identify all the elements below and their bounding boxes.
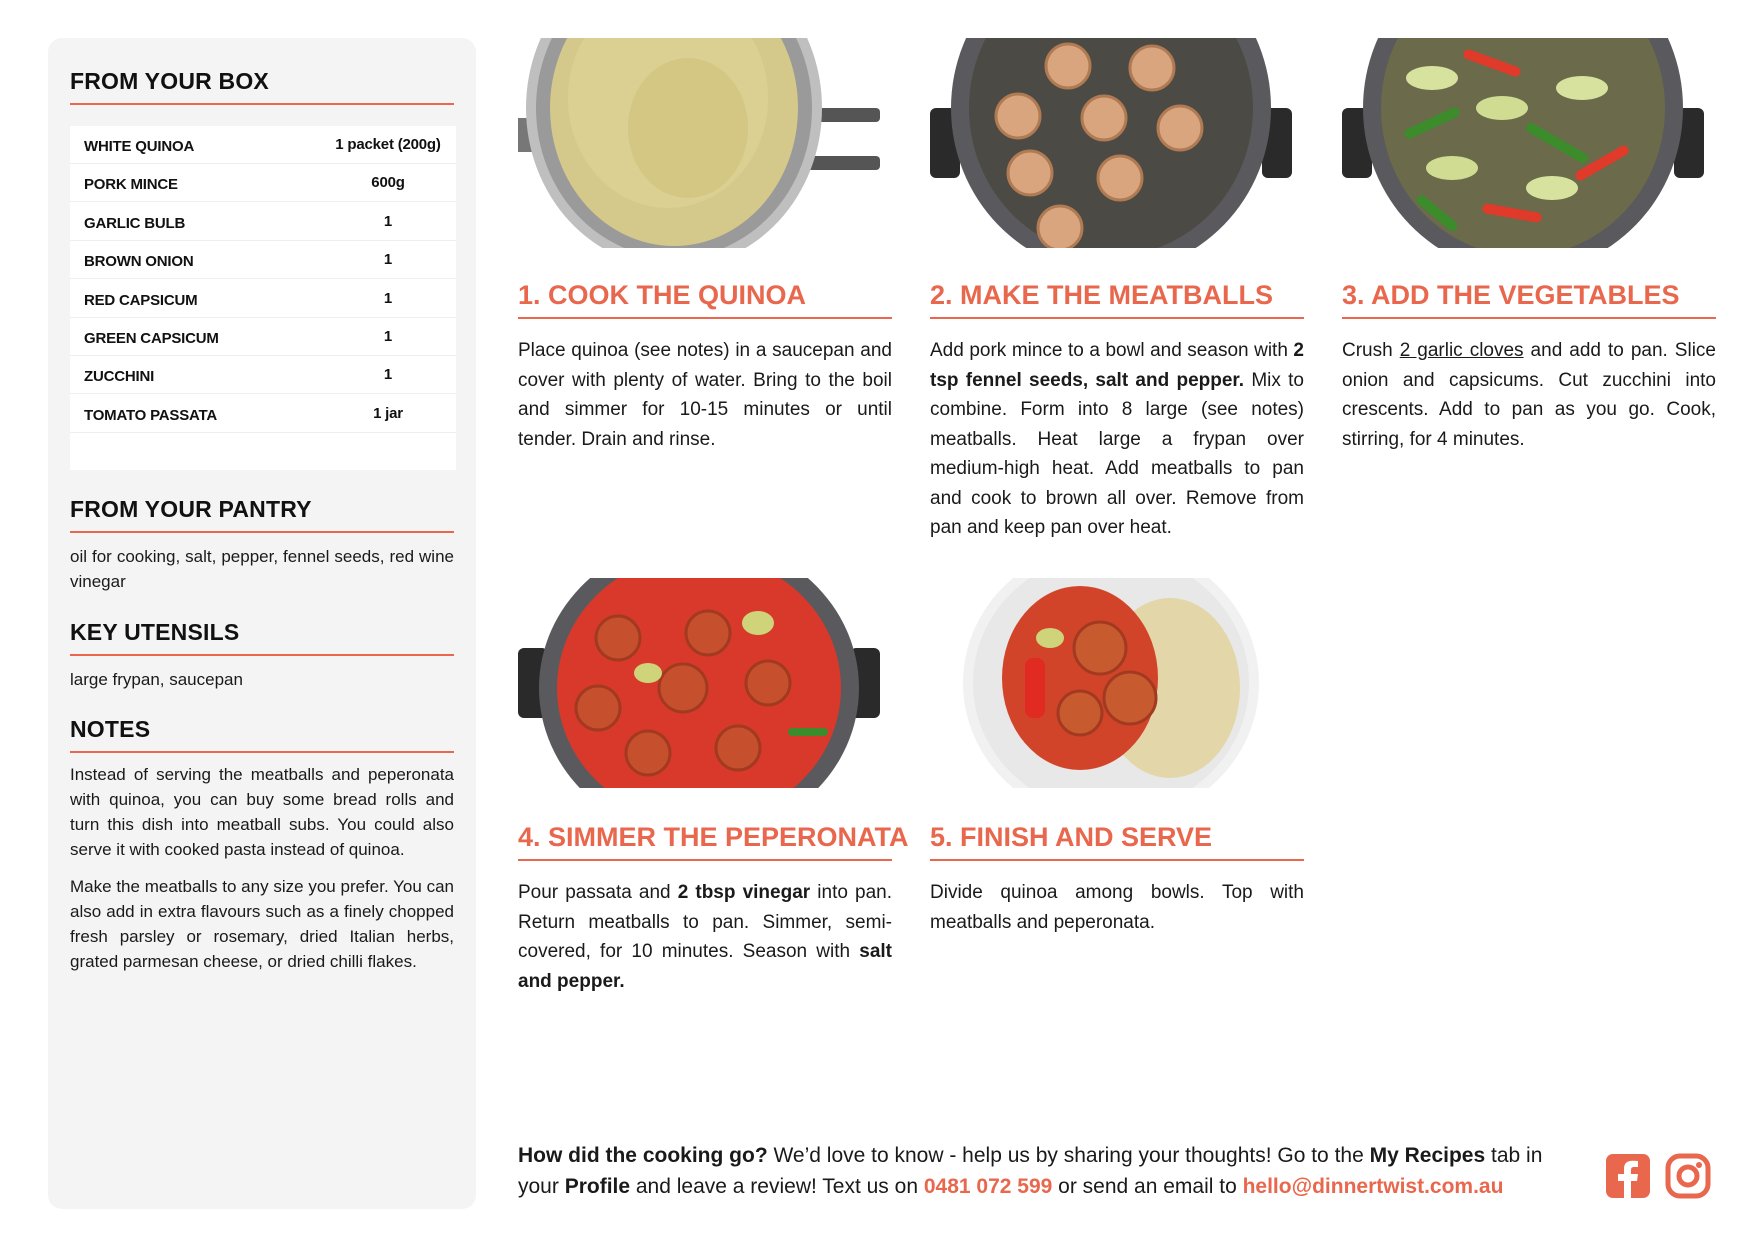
notes-paragraph-2: Make the meatballs to any size you prefer. You can also add in extra flavours such as a finely chopped fresh parsley or rosemary, dried Italian herbs, grated parmesan cheese, or dried chilli flakes. [70,877,454,971]
meatballs-pan-image [930,38,1292,248]
text-segment: 2 garlic cloves [1399,340,1524,361]
facebook-icon[interactable] [1604,1152,1652,1200]
ingredient-name: BROWN ONION [84,253,194,271]
instagram-icon[interactable] [1664,1152,1712,1200]
step-2-photo [930,38,1292,248]
text-segment: Pour passata and [518,882,678,903]
box-ingredient-row [70,280,456,318]
step-4-body [518,878,892,996]
step-4-photo [518,578,880,788]
box-ingredient-row [70,126,456,164]
step-2-body [930,336,1304,543]
ingredient-quantity: 600g [371,174,405,192]
text-segment: salt and pepper. [518,941,892,992]
ingredient-name: WHITE QUINOA [84,138,195,155]
vegetables-pan-image [1342,38,1704,248]
ingredient-name: RED CAPSICUM [84,291,198,309]
text-segment: tab in your [518,1144,1543,1198]
feedback-footer [518,1140,1578,1202]
pantry-text: oil for cooking, salt, pepper, fennel seeds, red wine vinegar [70,547,454,591]
text-segment: Crush [1342,340,1400,361]
step-2-title: 2. MAKE THE MEATBALLS [930,280,1304,319]
step-3-title: 3. ADD THE VEGETABLES [1342,280,1716,319]
text-segment: My Recipes [1369,1144,1486,1167]
ingredient-name: GARLIC BULB [84,214,186,232]
step-4-title: 4. SIMMER THE PEPERONATA [518,822,892,861]
box-ingredient-row [70,395,456,433]
peperonata-pan-image [518,578,880,788]
step-1-body [518,336,892,454]
text-segment: and leave a review! Text us on [630,1175,924,1198]
box-ingredient-row [70,164,456,202]
step-3-body [1342,336,1716,454]
notes-title: NOTES [70,716,454,753]
box-ingredient-row [70,203,456,241]
step-1-title: 1. COOK THE QUINOA [518,280,892,319]
text-segment: We’d love to know - help us by sharing your thoughts! Go to the [767,1144,1370,1167]
utensils-text: large frypan, saucepan [70,670,243,689]
ingredient-quantity: 1 packet (200g) [335,136,441,153]
ingredient-name: ZUCCHINI [84,368,155,386]
ingredient-quantity: 1 jar [373,404,403,422]
text-segment: 2 tbsp vinegar [677,882,811,903]
box-title: FROM YOUR BOX [70,68,454,105]
text-segment: Mix to combine. Form into 8 large (see notes) meatballs. Heat large a frypan over medium-high heat. Add meatballs to pan and cook to brown all over. Remove from pan and keep pan over heat. [930,369,1305,538]
text-segment: and add to pan. Slice onion and capsicums. Cut zucchini into crescents. Add to pan as you go. Cook, stirring, for 4 minutes. [1342,340,1716,450]
step-5-photo [930,578,1292,788]
ingredient-quantity: 1 [383,212,393,230]
step-1-photo [518,38,880,248]
text-segment: Profile [564,1175,631,1198]
ingredient-quantity: 1 [383,289,393,307]
ingredient-name: PORK MINCE [84,176,178,194]
box-ingredient-row [70,356,456,394]
pantry-title: FROM YOUR PANTRY [70,496,454,533]
ingredient-quantity: 1 [383,328,393,345]
box-ingredient-row [70,318,456,356]
contact-link[interactable]: hello@dinnertwist.com.au [1242,1175,1504,1198]
text-segment: How did the cooking go? [518,1144,768,1167]
text-segment: Place quinoa (see notes) in a saucepan and cover with plenty of water. Bring to the boil and simmer for 10-15 minutes or until tender. Drain and rinse. [518,340,892,450]
ingredients-sidebar [48,38,476,1209]
ingredient-name: TOMATO PASSATA [84,406,218,424]
text-segment: Divide quinoa among bowls. Top with meatballs and peperonata. [930,882,1304,933]
text-segment: Add pork mince to a bowl and season with [930,340,1294,361]
step-5-body [930,878,1304,937]
quinoa-saucepan-image [518,38,880,248]
contact-link[interactable]: 0481 072 599 [923,1175,1053,1198]
served-bowl-image [930,578,1292,788]
ingredient-name: GREEN CAPSICUM [84,330,219,347]
text-segment: 2 tsp fennel seeds, salt and pepper. [930,340,1304,391]
box-ingredients-table [70,126,456,470]
step-3-photo [1342,38,1704,248]
utensils-title: KEY UTENSILS [70,619,454,656]
step-5-title: 5. FINISH AND SERVE [930,822,1304,861]
ingredient-quantity: 1 [383,251,393,269]
text-segment: into pan. Return meatballs to pan. Simmer, semi-covered, for 10 minutes. Season with [518,882,892,962]
text-segment: or send an email to [1052,1175,1243,1198]
ingredient-quantity: 1 [383,366,393,384]
notes-paragraph-1: Instead of serving the meatballs and peperonata with quinoa, you can buy some bread rolls and turn this dish into meatball subs. You could also serve it with cooked pasta instead of quinoa. [70,765,454,859]
box-ingredient-row [70,241,456,279]
